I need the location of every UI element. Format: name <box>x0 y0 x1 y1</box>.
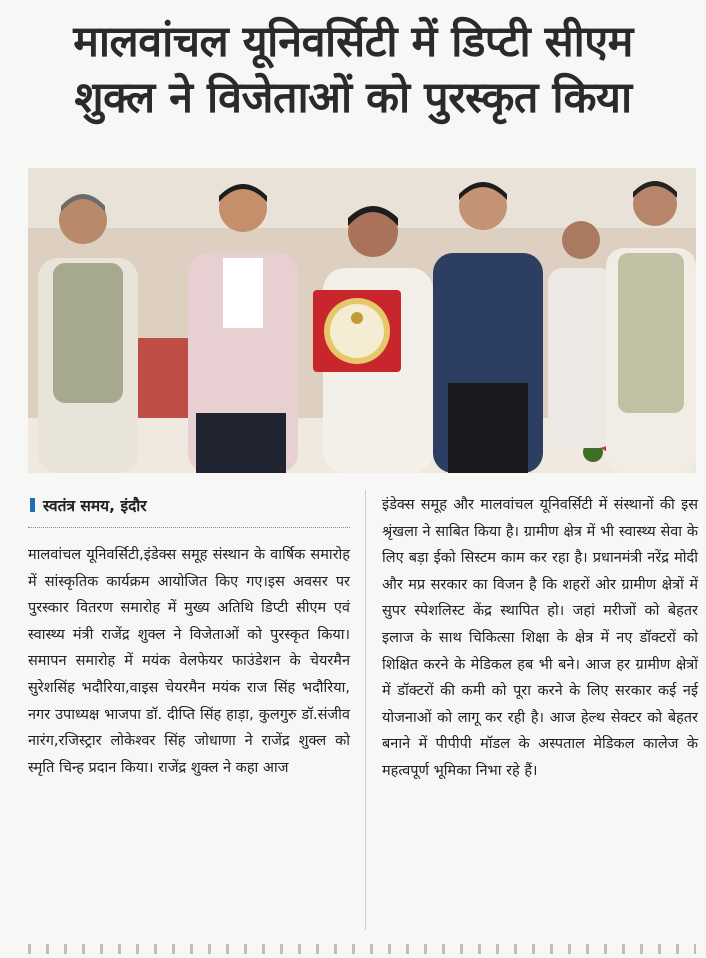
headline-line-1: मालवांचल यूनिवर्सिटी में डिप्टी सीएम <box>73 17 633 67</box>
headline-line-2: शुक्ल ने विजेताओं को पुरस्कृत किया <box>74 73 632 123</box>
news-photo <box>28 168 696 473</box>
column-divider <box>365 490 366 930</box>
article-body-right: इंडेक्स समूह और मालवांचल यूनिवर्सिटी में संस्थानों की इस श्रृंखला ने साबित किया है। ग्रामीण क्षेत्र में भी स्वास्थ्य सेवा के लिए बड़ा ईको सिस्टम काम कर रहा है। प्रधानमंत्री नरेंद्र मोदी और मप्र सरकार का विजन है कि शहरों ओर ग्रामीण क्षेत्रों में सुपर स्पेशलिस्ट केंद्र स्थापित हो। जहां मरीजों को बेहतर इलाज के साथ चिकित्सा शिक्षा के क्षेत्र में नए डॉक्टरों को शिक्षित करने के मेडिकल हब भी बने। आज हर ग्रामीण क्षेत्रों में डॉक्टरों की कमी को पूरा करने के लिए सरकार कई नई योजनाओं को लागू कर रही है। आज हेल्थ सेक्टर को बेहतर बनाने में पीपीपी मॉडल के अस्पताल मेडिकल कालेज के महत्वपूर्ण भूमिका निभा रहे हैं। <box>382 497 698 779</box>
dateline-rule <box>28 527 350 528</box>
article-body-left: मालवांचल यूनिवर्सिटी,इंडेक्स समूह संस्थान के वार्षिक समारोह में सांस्कृतिक कार्यक्रम आयोजित किए गए।इस अवसर पर पुरस्कार वितरण समारोह में मुख्य अतिथि डिप्टी सीएम एवं स्वास्थ्य मंत्री राजेंद्र शुक्ल ने विजेताओं को पुरस्कृत किया।समापन समारोह में मयंक वेलफेयर फाउंडेशन के चेयरमैन सुरेशसिंह भदौरिया,वाइस चेयरमैन मयंक राज सिंह भदौरिया, नगर उपाध्यक्ष भाजपा डॉ. दीप्ति सिंह हाड़ा, कुलगुरु डॉ.संजीव नारंग,रजिस्ट्रार लोकेश्वर सिंह जोधाणा ने राजेंद्र शुक्ल को स्मृति चिन्ह प्रदान किया। राजेंद्र शुक्ल ने कहा आज <box>28 547 350 776</box>
dateline <box>28 494 350 518</box>
photo-illustration <box>28 168 696 473</box>
next-article-edge <box>28 944 696 954</box>
dateline-text: स्वतंत्र समय, इंदौर <box>43 497 147 515</box>
dateline-marker <box>30 498 35 512</box>
headline <box>0 14 706 126</box>
